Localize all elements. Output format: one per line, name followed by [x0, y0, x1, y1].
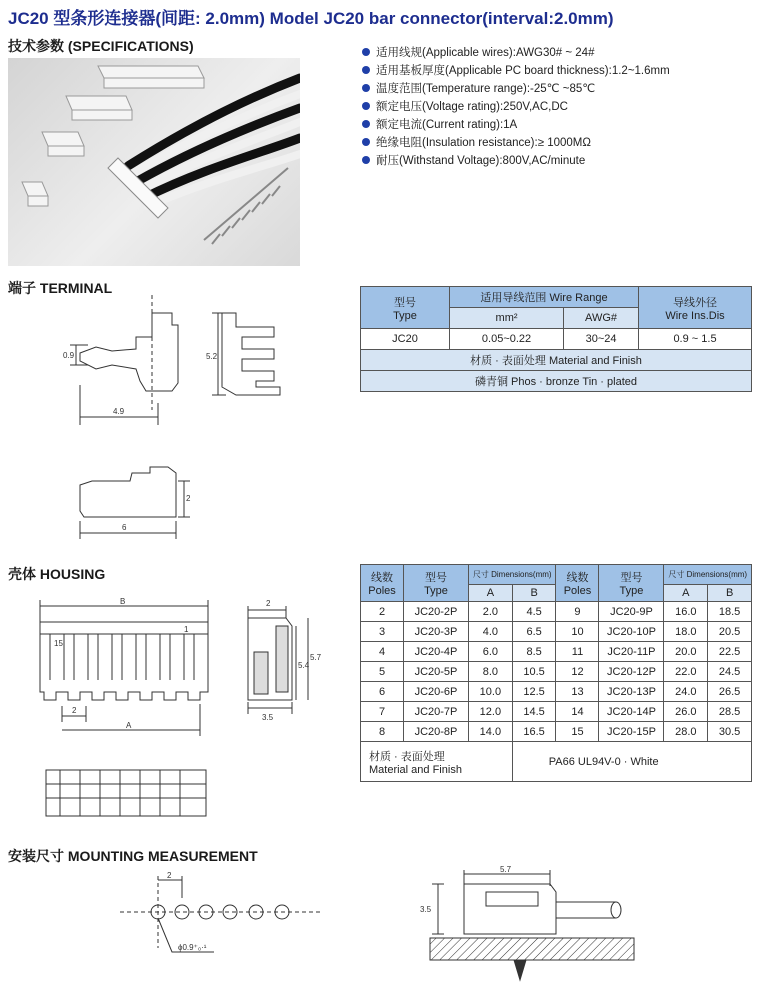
pcb-board: [430, 938, 634, 960]
dim-hole-diameter: ϕ0.9⁺₀·¹: [178, 943, 207, 952]
mounting-heading: 安装尺寸 MOUNTING MEASUREMENT: [8, 848, 258, 864]
table-row: 8 JC20-8P 14.0 16.5 15 JC20-15P 28.0 30.5: [361, 722, 752, 742]
terminal-col-od: 导线外径 Wire Ins.Dis: [639, 287, 752, 329]
bullet-icon: [362, 66, 370, 74]
spec-item-current: 额定电流(Current rating):1A: [362, 116, 752, 134]
terminal-col-range: 适用导线范围 Wire Range: [450, 287, 639, 308]
spec-item-wires: 适用线规(Applicable wires):AWG30# ~ 24#: [362, 44, 752, 62]
table-row: 2 JC20-2P 2.0 4.5 9 JC20-9P 16.0 18.5: [361, 602, 752, 622]
dim-length: 4.9: [113, 407, 125, 416]
terminal-drawing: [60, 285, 320, 545]
table-row: 6 JC20-6P 10.0 12.5 13 JC20-13P 24.0 26.5: [361, 682, 752, 702]
dim-side-length: 6: [122, 523, 127, 532]
wire: [556, 902, 616, 918]
spec-item-temperature: 温度范围(Temperature range):-25℃ ~85℃: [362, 80, 752, 98]
bullet-icon: [362, 48, 370, 56]
table-row: 4 JC20-4P 6.0 8.5 11 JC20-11P 20.0 22.5: [361, 642, 752, 662]
dim-mount-pitch: 2: [167, 871, 172, 880]
dim-h2: 5.7: [310, 653, 322, 662]
housing-col-dims: 尺寸 Dimensions(mm): [469, 565, 556, 585]
terminal-sub-awg: AWG#: [564, 308, 639, 329]
terminal-material-label: 材质 · 表面处理 Material and Finish: [361, 350, 752, 371]
housing-col-poles-2: 线数 Poles: [556, 565, 599, 602]
table-row: 7 JC20-7P 12.0 14.5 14 JC20-14P 26.0 28.5: [361, 702, 752, 722]
dim-height: 5.2: [206, 352, 218, 361]
bullet-icon: [362, 84, 370, 92]
connector-housing-2pin: [22, 182, 48, 206]
bullet-icon: [362, 156, 370, 164]
housing-col-type: 型号 Type: [404, 565, 469, 602]
terminal-table: [360, 286, 752, 392]
housing-material-value: PA66 UL94V-0 · White: [512, 742, 751, 782]
spec-item-withstand: 耐压(Withstand Voltage):800V,AC/minute: [362, 152, 752, 170]
terminal-top-view: [80, 313, 178, 391]
connector-housing-small: [42, 132, 84, 156]
connector-housing-large: [98, 66, 204, 88]
housing-bottom-view: [46, 770, 206, 816]
spec-list: [362, 44, 752, 170]
terminal-col-model: 型号 Type: [361, 287, 450, 329]
table-row: 3 JC20-3P 4.0 6.5 10 JC20-10P 18.0 20.5: [361, 622, 752, 642]
terminal-material-value: 磷青铜 Phos · bronze Tin · plated: [361, 371, 752, 392]
dim-depth: 3.5: [262, 713, 274, 722]
terminal-heading: 端子 TERMINAL: [8, 280, 113, 296]
dim-width: 2: [266, 599, 271, 608]
table-row: JC20 0.05~0.22 30~24 0.9 ~ 1.5: [361, 329, 752, 350]
housing-col-poles: 线数 Poles: [361, 565, 404, 602]
bullet-icon: [362, 138, 370, 146]
spec-item-insulation: 绝缘电阻(Insulation resistance):≥ 1000MΩ: [362, 134, 752, 152]
terminal-front-view: [222, 313, 280, 395]
connector-housing-medium: [66, 96, 132, 120]
dim-side-height: 2: [186, 494, 191, 503]
pin: [514, 960, 526, 980]
dim-b: B: [120, 597, 126, 606]
dim-h1: 5.4: [298, 661, 310, 670]
dim-mount-height: 3.5: [420, 905, 432, 914]
product-photo: [8, 58, 300, 266]
table-row: 5 JC20-5P 8.0 10.5 12 JC20-12P 22.0 24.5: [361, 662, 752, 682]
specifications-heading: 技术参数 (SPECIFICATIONS): [8, 38, 194, 54]
wire-harness: [128, 78, 300, 206]
dim-housing-pitch: 2: [72, 706, 77, 715]
bullet-icon: [362, 102, 370, 110]
dim-mount-length: 5.7: [500, 865, 512, 874]
housing-col-dims-2: 尺寸 Dimensions(mm): [664, 565, 752, 585]
spec-item-voltage: 额定电压(Voltage rating):250V,AC,DC: [362, 98, 752, 116]
housing-material-row: 材质 · 表面处理 Material and Finish PA66 UL94V-0 · White: [361, 742, 752, 782]
page-title: JC20 型条形连接器(间距: 2.0mm) Model JC20 bar connector(interval:2.0mm): [8, 9, 614, 28]
bullet-icon: [362, 120, 370, 128]
terminal-sub-mm2: mm²: [450, 308, 564, 329]
mounting-hole-drawing: [110, 868, 330, 968]
housing-drawing: [30, 592, 330, 832]
dim-pin1: 1: [184, 625, 189, 634]
mounting-side-drawing: [410, 862, 650, 990]
housing-heading: 壳体 HOUSING: [8, 566, 106, 582]
housing-table: 线数 Poles 型号 Type 尺寸 Dimensions(mm) 线数 Poles 型号 Type 尺寸 Dimensions(mm) A B A B 2 JC20-2P 2.0 4.5 9 JC20-9P 16.0 18.5 3 JC20-3P 4.0 6.5 10 JC20-10P 18.0 20.5 4 JC20-4P 6.0 8.5 11 JC20-11P 20.0 22.5 5 JC20-5P 8.0 10.5 12 JC20-12P 22.0 24.5 6 JC20-6P 10.0 12.5 13 JC20-13P 24.0 26.5 7 JC20-7P 12.0 14.5 14 JC20-14P 26.0 28.5 8 JC20-8P 14.0 16.5 15 JC20-15P 28.0 30.5 材质 · 表面处理 Material and Finish PA66 UL94V-0 · White: [360, 564, 752, 782]
dim-pitch: 0.9: [63, 351, 75, 360]
dim-pin15: 15: [54, 639, 63, 648]
dim-a: A: [126, 721, 132, 730]
terminal-side-view: [80, 467, 176, 517]
housing-col-type-2: 型号 Type: [599, 565, 664, 602]
spec-item-board-thickness: 适用基板厚度(Applicable PC board thickness):1.2~1.6mm: [362, 62, 752, 80]
